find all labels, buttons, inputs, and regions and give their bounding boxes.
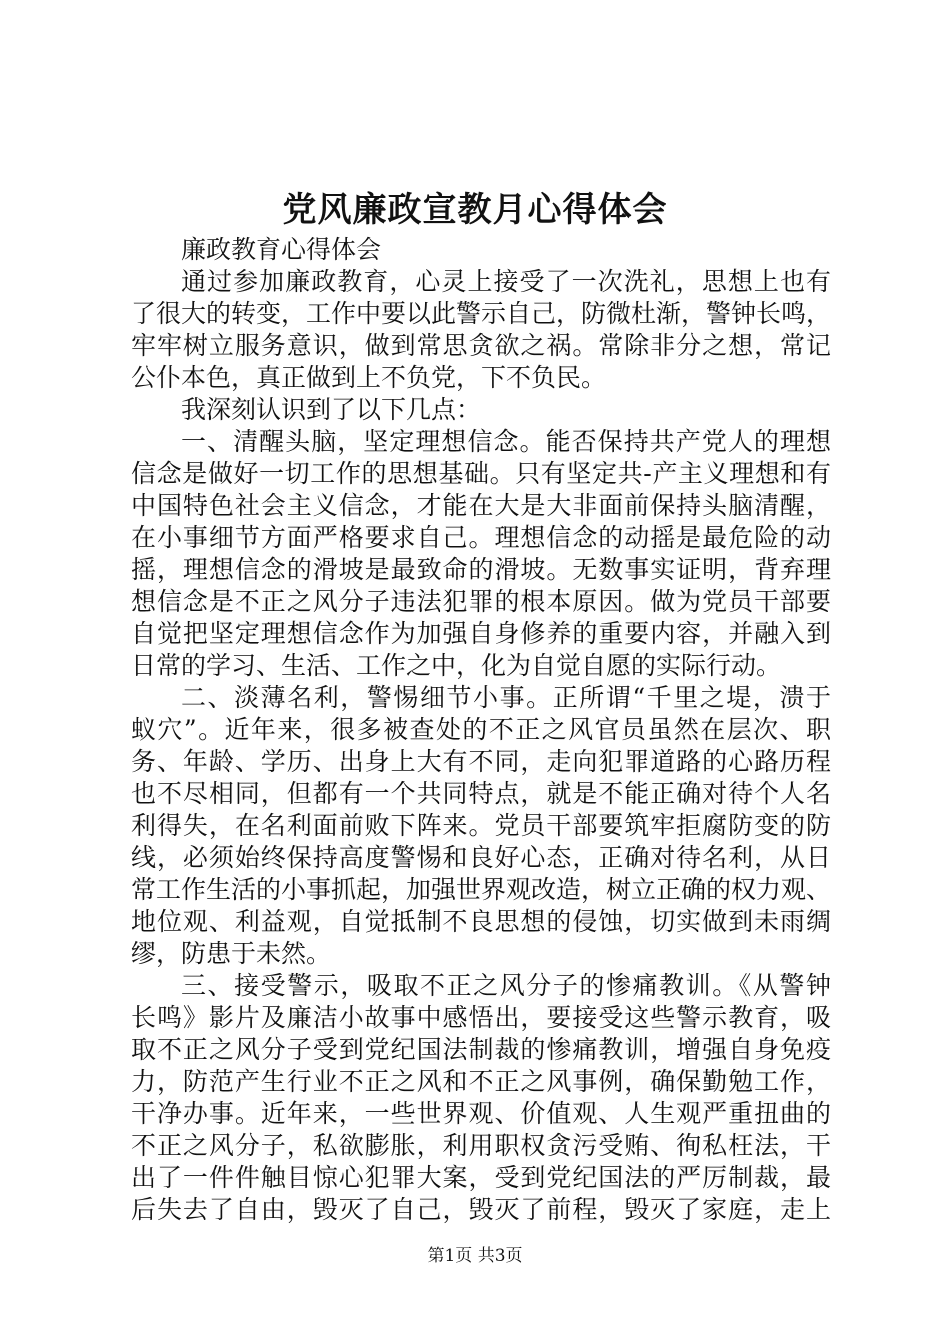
- text-line: 务、年龄、学历、出身上大有不同，走向犯罪道路的心路历程: [131, 747, 831, 776]
- text-line: 缪，防患于未然。: [131, 939, 332, 968]
- text-line: 公仆本色，真正做到上不负党，下不负民。: [131, 363, 607, 392]
- text-line: 想信念是不正之风分子违法犯罪的根本原因。做为党员干部要: [131, 587, 831, 616]
- text-line: 一、清醒头脑，坚定理想信念。能否保持共产党人的理想: [181, 427, 831, 456]
- text-line: 利得失，在名利面前败下阵来。党员干部要筑牢拒腐防变的防: [131, 811, 831, 840]
- text-line: 不正之风分子，私欲膨胀，利用职权贪污受贿、徇私枉法，干: [131, 1131, 831, 1160]
- text-line: 也不尽相同，但都有一个共同特点，就是不能正确对待个人名: [131, 779, 831, 808]
- text-line: 力，防范产生行业不正之风和不正之风事例，确保勤勉工作，: [131, 1067, 831, 1096]
- text-line: 摇，理想信念的滑坡是最致命的滑坡。无数事实证明，背弃理: [131, 555, 831, 584]
- text-line: 自觉把坚定理想信念作为加强自身修养的重要内容，并融入到: [131, 619, 831, 648]
- text-line: 后失去了自由，毁灭了自己，毁灭了前程，毁灭了家庭，走上: [131, 1195, 831, 1224]
- text-line: 出了一件件触目惊心犯罪大案，受到党纪国法的严厉制裁，最: [131, 1163, 831, 1192]
- page-title: 党风廉政宣教月心得体会: [282, 190, 668, 230]
- text-line: 地位观、利益观，自觉抵制不良思想的侵蚀，切实做到未雨绸: [131, 907, 831, 936]
- text-line: 常工作生活的小事抓起，加强世界观改造，树立正确的权力观、: [131, 875, 832, 904]
- text-line: 了很大的转变，工作中要以此警示自己，防微杜渐，警钟长鸣，: [131, 299, 832, 328]
- text-line: 蚁穴”。近年来，很多被查处的不正之风官员虽然在层次、职: [131, 715, 831, 744]
- text-line: 三、接受警示，吸取不正之风分子的惨痛教训。《从警钟: [181, 971, 831, 1000]
- document-body: [131, 234, 831, 1226]
- text-line: 中国特色社会主义信念，才能在大是大非面前保持头脑清醒，: [131, 491, 831, 520]
- text-line: 廉政教育心得体会: [181, 235, 382, 264]
- text-line: 取不正之风分子受到党纪国法制裁的惨痛教训，增强自身免疫: [131, 1035, 831, 1064]
- text-line: 线，必须始终保持高度警惕和良好心态，正确对待名利，从日: [131, 843, 831, 872]
- text-line: 通过参加廉政教育，心灵上接受了一次洗礼，思想上也有: [181, 267, 831, 296]
- text-line: 长鸣》影片及廉洁小故事中感悟出，要接受这些警示教育，吸: [131, 1003, 831, 1032]
- text-line: 信念是做好一切工作的思想基础。只有坚定共-产主义理想和有: [131, 459, 831, 488]
- text-line: 二、淡薄名利，警惕细节小事。正所谓“千里之堤，溃于: [181, 683, 831, 712]
- text-line: 我深刻认识到了以下几点：: [181, 395, 482, 424]
- text-line: 日常的学习、生活、工作之中，化为自觉自愿的实际行动。: [131, 651, 782, 680]
- page-footer: 第1页 共3页: [427, 1246, 523, 1266]
- text-line: 牢牢树立服务意识，做到常思贪欲之祸。常除非分之想，常记: [131, 331, 831, 360]
- text-line: 在小事细节方面严格要求自己。理想信念的动摇是最危险的动: [131, 523, 831, 552]
- text-line: 干净办事。近年来，一些世界观、价值观、人生观严重扭曲的: [131, 1099, 831, 1128]
